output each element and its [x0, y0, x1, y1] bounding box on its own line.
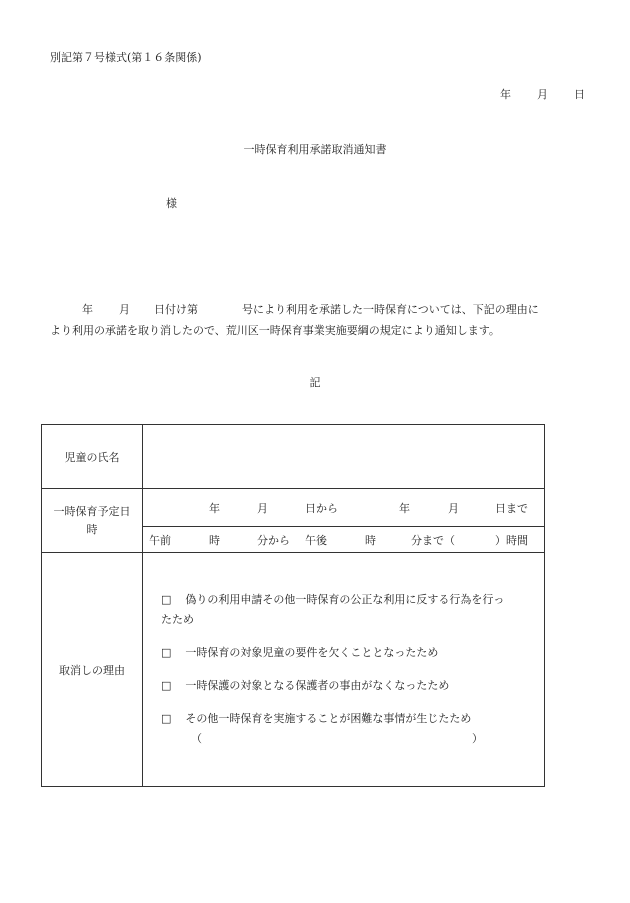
reason-item[interactable]	[161, 676, 544, 696]
checkbox-icon[interactable]: □	[161, 679, 172, 692]
body-number-text: 号により利用を承諾した一時保育については、下記の理由に	[242, 303, 539, 316]
time-hours-close: ）時間	[495, 533, 528, 547]
schedule-date-row	[42, 489, 545, 527]
time-min-from: 分から	[257, 533, 290, 547]
body-month: 月	[119, 303, 130, 316]
body-line-1	[50, 299, 580, 320]
checkbox-icon[interactable]: □	[161, 712, 172, 725]
date-from-day: 日から	[305, 501, 338, 515]
reason-text: 一時保育の対象児童の要件を欠くこととなったため	[185, 646, 439, 659]
reason-text: 一時保護の対象となる保護者の事由がなくなったため	[185, 679, 450, 692]
paren-close: ）	[472, 732, 483, 745]
date-to-month: 月	[448, 501, 459, 515]
paren-open: （	[191, 732, 202, 745]
date-from-month: 月	[257, 501, 268, 515]
body-paragraph	[50, 299, 580, 341]
child-name-label: 児童の氏名	[42, 425, 143, 489]
document-title: 一時保育利用承諾取消通知書	[243, 143, 387, 156]
date-year: 年	[500, 88, 511, 101]
reason-row	[42, 553, 545, 787]
schedule-label-line2: 時	[86, 522, 98, 536]
reason-text: 偽りの利用申請その他一時保育の公正な利用に反する行為を行っ	[185, 593, 505, 606]
schedule-date-field[interactable]	[143, 489, 545, 527]
reason-text: その他一時保育を実施することが困難な事情が生じたため	[185, 712, 472, 725]
date-to-year: 年	[399, 501, 410, 515]
date-from-year: 年	[209, 501, 220, 515]
time-am: 午前	[149, 533, 171, 547]
time-pm: 午後	[305, 533, 327, 547]
date-to-day: 日まで	[495, 501, 528, 515]
time-min-until: 分まで（	[411, 533, 455, 547]
reason-list	[143, 590, 544, 749]
reason-item[interactable]	[161, 709, 544, 749]
reason-field	[143, 553, 545, 787]
schedule-label	[42, 489, 143, 553]
time-hour-1: 時	[209, 533, 220, 547]
reason-text-cont: たため	[161, 613, 194, 626]
body-line-2: より利用の承諾を取り消したので、荒川区一時保育事業実施要綱の規定により通知します。	[50, 324, 500, 337]
body-day-dated: 日付け第	[154, 303, 198, 316]
details-table	[41, 424, 545, 787]
checkbox-icon[interactable]: □	[161, 646, 172, 659]
addressee-suffix: 様	[166, 197, 177, 210]
child-name-row	[42, 425, 545, 489]
date-day: 日	[574, 88, 585, 101]
time-hour-2: 時	[365, 533, 376, 547]
ki-heading: 記	[309, 376, 321, 389]
reason-label: 取消しの理由	[42, 553, 143, 787]
other-reason-field[interactable]	[161, 729, 544, 749]
issue-date	[500, 86, 585, 102]
form-number: 別記第７号様式(第１６条関係)	[50, 51, 202, 64]
date-month: 月	[537, 88, 548, 101]
schedule-time-field[interactable]	[143, 527, 545, 553]
checkbox-icon[interactable]: □	[161, 593, 172, 606]
body-year: 年	[82, 303, 93, 316]
reason-item[interactable]	[161, 590, 544, 630]
child-name-field[interactable]	[143, 425, 545, 489]
schedule-label-line1: 一時保育予定日	[53, 504, 131, 518]
reason-item[interactable]	[161, 643, 544, 663]
